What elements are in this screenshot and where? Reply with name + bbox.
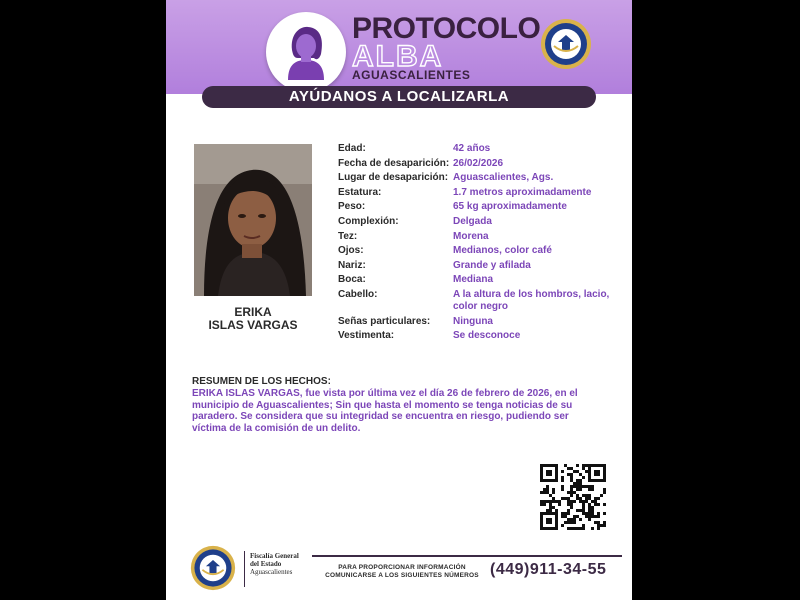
detail-row	[338, 330, 628, 342]
detail-row	[338, 274, 628, 286]
detail-label: Complexión:	[338, 215, 399, 227]
fiscalia-seal-icon	[540, 18, 592, 70]
detail-row	[338, 260, 628, 272]
detail-row	[338, 172, 628, 184]
detail-label: Boca:	[338, 274, 366, 286]
poster-header	[166, 0, 632, 94]
alba-title: ALBA	[352, 40, 444, 73]
detail-label: Ojos:	[338, 245, 364, 257]
detail-value: Grande y afilada	[453, 259, 531, 271]
contact-phone[interactable]: (449)911-34-55	[490, 561, 607, 578]
detail-label: Cabello:	[338, 288, 378, 300]
detail-label: Peso:	[338, 201, 366, 213]
detail-label: Fecha de desaparición:	[338, 157, 450, 169]
person-last-names: ISLAS VARGAS	[208, 318, 298, 332]
missing-person-photo	[194, 144, 312, 296]
contact-info-line1: PARA PROPORCIONAR INFORMACIÓN	[338, 564, 466, 571]
fiscalia-line2: del Estado	[250, 560, 282, 568]
alert-poster	[166, 0, 632, 600]
detail-label: Estatura:	[338, 186, 382, 198]
detail-label: Señas particulares:	[338, 315, 431, 327]
detail-row	[338, 187, 628, 199]
detail-row	[338, 231, 628, 243]
details-list	[338, 143, 628, 345]
detail-value: A la altura de los hombros, lacio, color negro	[453, 288, 610, 312]
fiscalia-line3: Aguascalientes	[250, 568, 293, 576]
detail-label: Vestimenta:	[338, 330, 395, 342]
contact-info	[312, 564, 492, 580]
detail-label: Edad:	[338, 143, 366, 154]
contact-info-line2: COMUNICARSE A LOS SIGUIENTES NÚMEROS	[325, 572, 479, 579]
detail-row	[338, 143, 628, 155]
detail-row	[338, 216, 628, 228]
detail-value: Morena	[453, 230, 489, 242]
detail-value: Se desconoce	[453, 330, 521, 342]
detail-row	[338, 158, 628, 170]
detail-row	[338, 316, 628, 328]
detail-value: 1.7 metros aproximadamente	[453, 186, 592, 198]
detail-label: Lugar de desaparición:	[338, 172, 449, 184]
fiscalia-seal-bottom-icon	[190, 545, 236, 591]
protocol-title: PROTOCOLO	[352, 12, 541, 45]
detail-label: Tez:	[338, 230, 358, 242]
detail-value: Delgada	[453, 215, 492, 227]
detail-row	[338, 201, 628, 213]
detail-label: Nariz:	[338, 259, 366, 271]
detail-value: Mediana	[453, 274, 494, 286]
footer-divider	[244, 551, 245, 587]
detail-value: Medianos, color café	[453, 245, 552, 257]
detail-row	[338, 289, 628, 313]
detail-value: 42 años	[453, 143, 491, 154]
summary-text: ERIKA ISLAS VARGAS, fue vista por última vez el día 26 de febrero de 2026, en el municipio de Aguascalientes; Sin que hasta el momento se tenga noticias de su paradero. Se considera que su integridad se encuentra en riesgo, pudiendo ser víctima de la comisión de un delito.	[192, 388, 578, 434]
detail-value: Aguascalientes, Ags.	[453, 172, 554, 184]
detail-row	[338, 245, 628, 257]
fiscalia-line1: Fiscalía General	[250, 552, 299, 560]
person-first-name: ERIKA	[234, 305, 272, 319]
summary-title: RESUMEN DE LOS HECHOS:	[192, 376, 331, 387]
region-title: AGUASCALIENTES	[352, 68, 471, 82]
footer-line	[312, 555, 622, 557]
help-banner: AYÚDANOS A LOCALIZARLA	[202, 86, 596, 108]
detail-value: Ninguna	[453, 315, 493, 327]
woman-silhouette-icon	[266, 12, 346, 92]
qr-code-icon[interactable]	[538, 462, 608, 532]
detail-value: 65 kg aproximadamente	[453, 201, 567, 213]
detail-value: 26/02/2026	[453, 157, 504, 169]
fiscalia-label	[250, 552, 299, 576]
